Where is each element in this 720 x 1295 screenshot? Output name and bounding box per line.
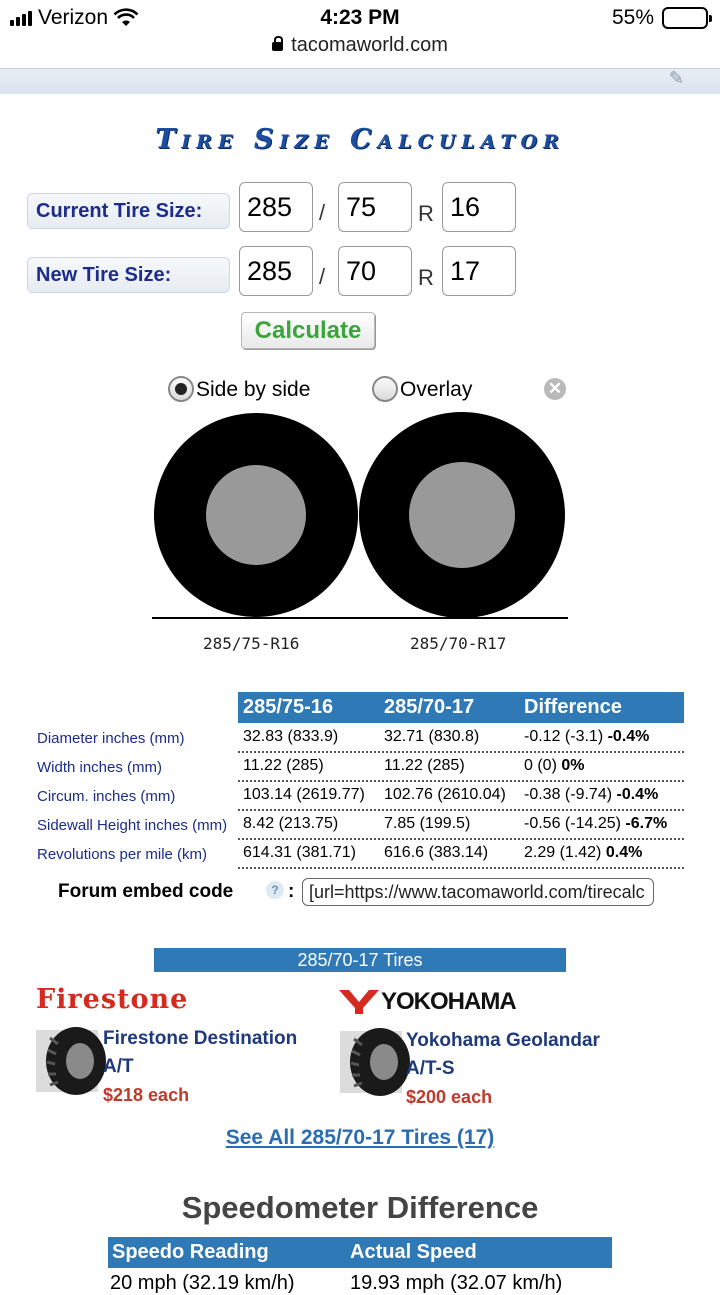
- current-rim-input[interactable]: 16: [442, 182, 516, 232]
- speedometer-title: Speedometer Difference: [181, 1190, 539, 1225]
- firestone-tire-image[interactable]: [36, 1030, 98, 1092]
- cell-difference: 0 (0) 0%: [524, 757, 585, 774]
- row-divider: [238, 780, 684, 782]
- battery-percent: 55%: [611, 6, 654, 29]
- url-text: tacomaworld.com: [291, 34, 448, 56]
- embed-colon: :: [288, 881, 295, 902]
- cell-current: 103.14 (2619.77): [243, 786, 365, 803]
- row-divider: [238, 809, 684, 811]
- address-bar[interactable]: [0, 34, 720, 62]
- yokohama-product-name[interactable]: Yokohama Geolandar A/T-S: [406, 1030, 600, 1079]
- left-tire: [154, 413, 358, 617]
- cell-percent: 0.4%: [605, 844, 643, 861]
- column-header-current: 285/75-16: [238, 692, 379, 723]
- cell-current: 11.22 (285): [243, 757, 324, 774]
- right-tire-caption: 285/70-R17: [410, 634, 507, 653]
- current-width-input[interactable]: 285: [239, 182, 313, 232]
- overlay-radio[interactable]: [372, 376, 398, 402]
- cell-difference: 2.29 (1.42) 0.4%: [524, 844, 643, 861]
- r-separator: R: [418, 265, 434, 290]
- lock-icon: [272, 42, 283, 51]
- new-ratio-input[interactable]: 70: [338, 246, 412, 296]
- yokohama-wordmark: YOKOHAMA: [381, 988, 516, 1015]
- status-bar: [0, 0, 720, 36]
- see-all-tires-link[interactable]: See All 285/70-17 Tires (17): [225, 1126, 495, 1149]
- new-rim-input[interactable]: 17: [442, 246, 516, 296]
- right-tire: [359, 412, 565, 618]
- cell-difference: -0.38 (-9.74) -0.4%: [524, 786, 659, 803]
- yokohama-logo: [339, 988, 516, 1016]
- battery-icon: [662, 7, 708, 29]
- column-header-difference: Difference: [519, 692, 684, 723]
- page-title: Tire Size Calculator: [155, 124, 565, 155]
- help-icon[interactable]: ?: [266, 881, 284, 899]
- slash-separator: /: [319, 264, 326, 289]
- row-divider: [238, 867, 684, 869]
- side-by-side-label[interactable]: Side by side: [196, 378, 311, 401]
- row-label: Diameter inches (mm): [37, 730, 185, 747]
- firestone-price: $218 each: [103, 1085, 190, 1105]
- cell-new: 11.22 (285): [384, 757, 465, 774]
- cell-percent: 0%: [561, 757, 585, 774]
- row-label: Width inches (mm): [37, 759, 163, 776]
- slash-separator: /: [319, 200, 326, 225]
- tires-banner: 285/70-17 Tires: [154, 948, 566, 972]
- carrier-label: Verizon: [38, 6, 109, 29]
- current-ratio-input[interactable]: 75: [338, 182, 412, 232]
- actual-speed-cell: 19.93 mph (32.07 km/h): [350, 1272, 563, 1294]
- cell-percent: -0.4%: [616, 786, 659, 803]
- row-divider: [238, 838, 684, 840]
- r-separator: R: [418, 201, 434, 226]
- battery-group: [612, 6, 708, 30]
- yokohama-price: $200 each: [406, 1087, 493, 1107]
- row-label: Sidewall Height inches (mm): [37, 817, 228, 834]
- close-icon[interactable]: ✕: [544, 378, 566, 400]
- overlay-label[interactable]: Overlay: [400, 378, 473, 401]
- left-tire-caption: 285/75-R16: [203, 634, 300, 653]
- current-size-label: Current Tire Size:: [27, 193, 230, 229]
- cell-new: 102.76 (2610.04): [384, 786, 506, 803]
- cell-current: 32.83 (833.9): [243, 728, 339, 745]
- new-size-label: New Tire Size:: [27, 257, 230, 293]
- cell-new: 32.71 (830.8): [384, 728, 480, 745]
- firestone-logo: Firestone: [36, 984, 189, 1015]
- yokohama-mark-icon: [339, 990, 379, 1014]
- cell-percent: -6.7%: [625, 815, 668, 832]
- speedo-reading-cell: 20 mph (32.19 km/h): [110, 1272, 295, 1294]
- cell-current: 8.42 (213.75): [243, 815, 339, 832]
- site-nav-strip: [0, 68, 720, 94]
- row-divider: [238, 751, 684, 753]
- column-header-new: 285/70-17: [379, 692, 519, 723]
- row-label: Circum. inches (mm): [37, 788, 176, 805]
- tire-comparison-diagram: [152, 408, 568, 670]
- row-label: Revolutions per mile (km): [37, 846, 208, 863]
- cell-percent: -0.4%: [607, 728, 650, 745]
- side-by-side-radio[interactable]: [168, 376, 194, 402]
- embed-code-field[interactable]: [url=https://www.tacomaworld.com/tirecalc: [302, 878, 654, 906]
- cell-current: 614.31 (381.71): [243, 844, 356, 861]
- clock: 4:23 PM: [320, 6, 400, 29]
- cell-difference: -0.56 (-14.25) -6.7%: [524, 815, 668, 832]
- cell-difference: -0.12 (-3.1) -0.4%: [524, 728, 650, 745]
- yokohama-tire-image[interactable]: [340, 1031, 402, 1093]
- calculate-button[interactable]: Calculate: [241, 312, 375, 349]
- new-width-input[interactable]: 285: [239, 246, 313, 296]
- wrench-icon[interactable]: ✎: [668, 68, 684, 88]
- cell-new: 7.85 (199.5): [384, 815, 471, 832]
- embed-code-label: Forum embed code: [58, 881, 234, 902]
- speedo-reading-header: Speedo Reading: [108, 1237, 346, 1268]
- firestone-product-name[interactable]: Firestone Destination A/T: [103, 1028, 298, 1077]
- cell-new: 616.6 (383.14): [384, 844, 489, 861]
- actual-speed-header: Actual Speed: [346, 1237, 612, 1268]
